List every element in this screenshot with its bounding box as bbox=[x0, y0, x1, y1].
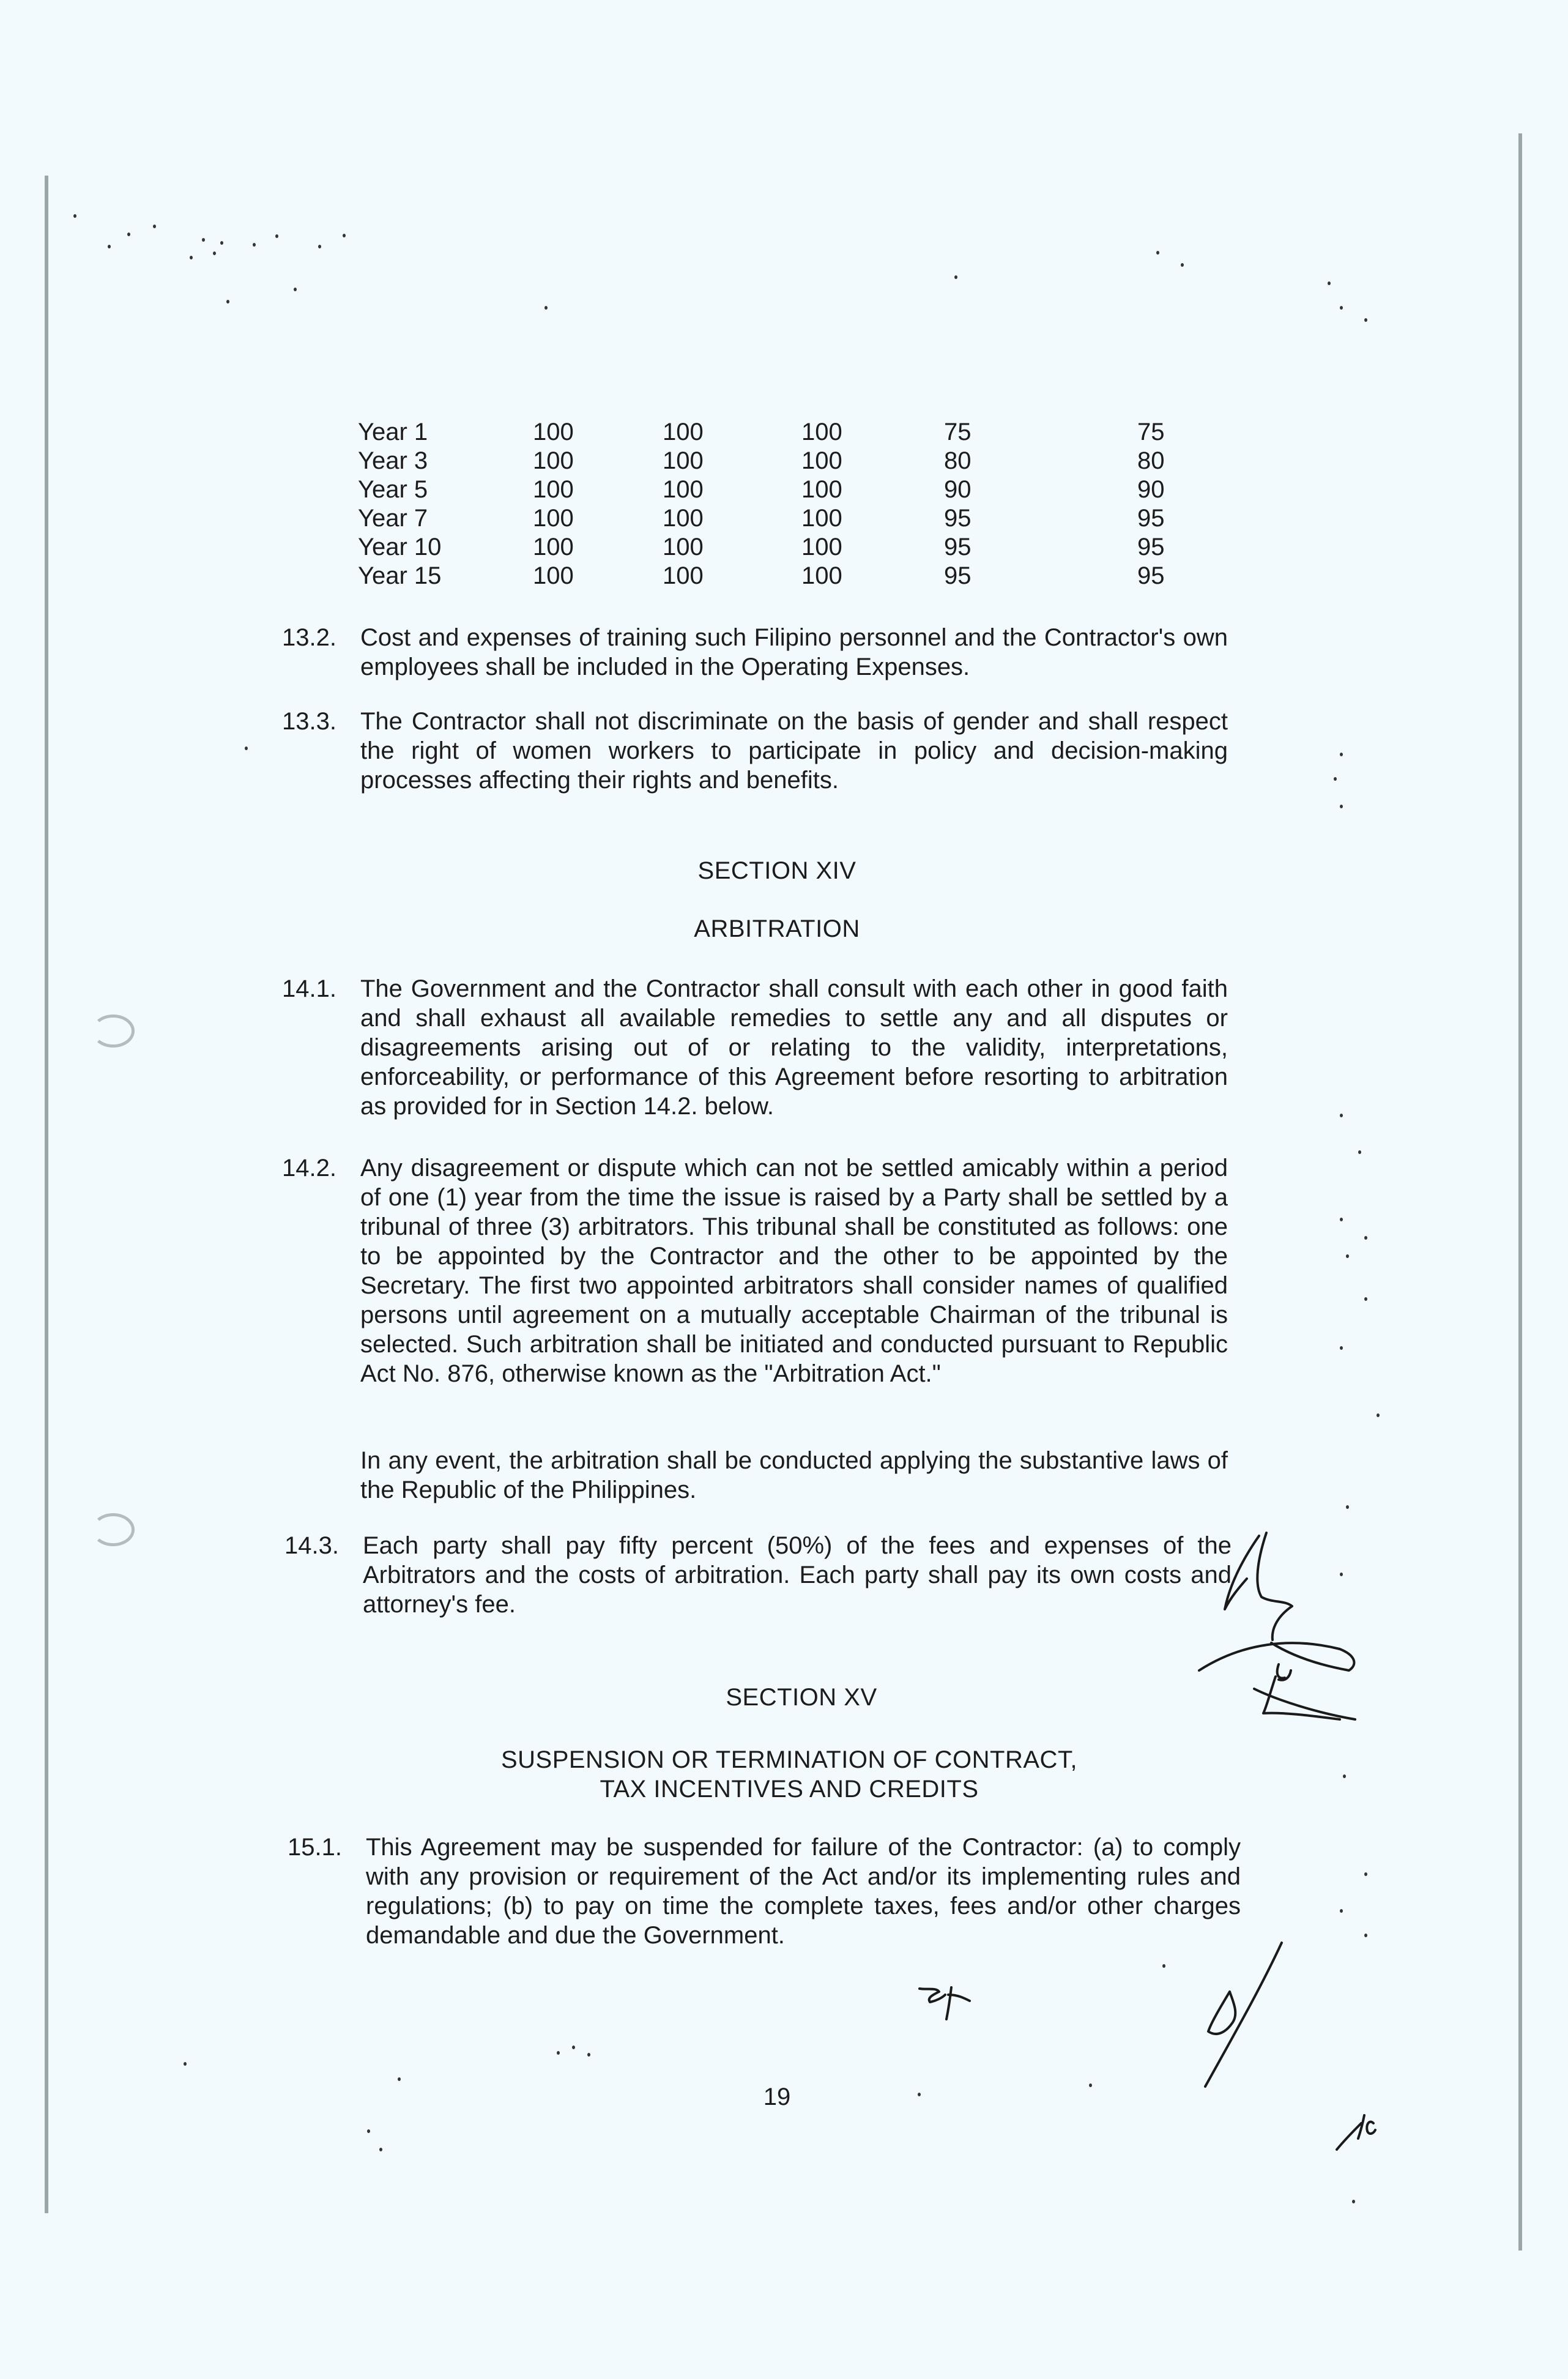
table-cell: 100 bbox=[663, 447, 704, 474]
table-cell: Year 5 bbox=[358, 476, 428, 503]
table-cell: 95 bbox=[944, 505, 972, 532]
clause-number: 13.3. bbox=[282, 708, 336, 735]
clause-13-2 bbox=[282, 623, 1228, 682]
table-cell: 100 bbox=[533, 562, 574, 589]
clause-text: Any disagreement or dispute which can not be settled amicably within a period of one (1) year from the time the issue is raised by a Party shall be settled by a tribunal of three (3) arbitrators. This tribunal shall be constituted as follows: one to be appointed by the Contractor and the other to be appointed by the Secretary. The first two appointed arbitrators shall consider names of qualified persons until agreement on a mutually acceptable Chairman of the tribunal is selected. Such arbitration shall be initiated and conducted pursuant to Republic Act No. 876, otherwise known as the "Arbitration Act." bbox=[360, 1155, 1228, 1387]
clause-number: 13.2. bbox=[282, 624, 336, 651]
table-cell: 95 bbox=[944, 534, 972, 560]
clause-14-3 bbox=[284, 1531, 1232, 1619]
table-row bbox=[358, 475, 1186, 504]
table-cell: 100 bbox=[801, 419, 842, 445]
clause-text: In any event, the arbitration shall be conducted applying the substantive laws of the Republic of the Philippines. bbox=[360, 1447, 1228, 1503]
table-cell: 100 bbox=[533, 419, 574, 445]
table-cell: 100 bbox=[663, 534, 704, 560]
year-ratio-table bbox=[358, 418, 1186, 590]
table-cell: 100 bbox=[663, 476, 704, 503]
table-cell: 100 bbox=[663, 562, 704, 589]
initials-icon bbox=[1328, 2108, 1389, 2163]
year-ratio-table-body bbox=[358, 418, 1186, 590]
table-cell: 100 bbox=[801, 447, 842, 474]
table-cell: 100 bbox=[801, 562, 842, 589]
table-cell: 100 bbox=[533, 505, 574, 532]
clause-14-2 bbox=[282, 1153, 1228, 1388]
table-cell: 95 bbox=[1137, 505, 1165, 532]
signature-icon bbox=[1175, 1940, 1285, 2093]
table-row bbox=[358, 447, 1186, 475]
clause-text: The Contractor shall not discriminate on the basis of gender and shall respect the right of women workers to participate in policy and decision-making processes affecting their rights and benefits. bbox=[360, 708, 1228, 794]
clause-13-3 bbox=[282, 707, 1228, 795]
table-cell: 100 bbox=[801, 476, 842, 503]
clause-15-1 bbox=[288, 1833, 1241, 1950]
clause-number: 14.1. bbox=[282, 975, 336, 1002]
section-title: ARBITRATION bbox=[694, 915, 860, 942]
clause-text: Cost and expenses of training such Filipino personnel and the Contractor's own employees shall be included in the Operating Expenses. bbox=[360, 624, 1228, 680]
clause-14-2-continuation bbox=[360, 1446, 1228, 1505]
clause-text: The Government and the Contractor shall consult with each other in good faith and shall exhaust all available remedies to settle any and all disputes or disagreements arising out of or relating to the validity, interpretations, enforceability, or performance of this Agreement before resorting to arbitration as provided for in Section 14.2. below. bbox=[360, 975, 1228, 1120]
clause-text: This Agreement may be suspended for failure of the Contractor: (a) to comply with any provision or requirement of the Act and/or its implementing rules and regulations; (b) to pay on time the complete taxes, fees and/or other charges demandable and due the Government. bbox=[366, 1834, 1241, 1949]
table-cell: 100 bbox=[801, 505, 842, 532]
section-title-line-1: SUSPENSION OR TERMINATION OF CONTRACT, bbox=[500, 1746, 1078, 1773]
table-cell: 100 bbox=[533, 447, 574, 474]
table-cell: 100 bbox=[663, 419, 704, 445]
table-cell: 95 bbox=[944, 562, 972, 589]
section-heading: SECTION XV bbox=[726, 1684, 877, 1711]
table-cell: Year 1 bbox=[358, 419, 428, 445]
table-cell: 90 bbox=[1137, 476, 1165, 503]
table-cell: 95 bbox=[1137, 562, 1165, 589]
table-cell: 100 bbox=[663, 505, 704, 532]
table-cell: Year 15 bbox=[358, 562, 442, 589]
table-row bbox=[358, 504, 1186, 533]
table-cell: 90 bbox=[944, 476, 972, 503]
table-row bbox=[358, 533, 1186, 562]
clause-14-1 bbox=[282, 974, 1228, 1121]
section-heading: SECTION XIV bbox=[697, 857, 856, 884]
page-number: 19 bbox=[763, 2083, 791, 2110]
clause-text: Each party shall pay fifty percent (50%) of the fees and expenses of the Arbitrators and the costs of arbitration. Each party shall pay its own costs and attorney's fee. bbox=[363, 1532, 1232, 1618]
table-cell: 100 bbox=[801, 534, 842, 560]
section-title-line-2: TAX INCENTIVES AND CREDITS bbox=[600, 1776, 979, 1803]
table-cell: 100 bbox=[533, 476, 574, 503]
clause-number: 14.3. bbox=[284, 1532, 339, 1559]
clause-number: 15.1. bbox=[288, 1834, 342, 1861]
signature-icon bbox=[1193, 1517, 1377, 1713]
table-cell: 75 bbox=[1137, 419, 1165, 445]
table-cell: Year 10 bbox=[358, 534, 442, 560]
table-cell: 80 bbox=[944, 447, 972, 474]
table-cell: 75 bbox=[944, 419, 972, 445]
table-cell: Year 7 bbox=[358, 505, 428, 532]
table-cell: 100 bbox=[533, 534, 574, 560]
table-cell: Year 3 bbox=[358, 447, 428, 474]
table-cell: 95 bbox=[1137, 534, 1165, 560]
table-row bbox=[358, 562, 1186, 590]
table-row bbox=[358, 418, 1186, 447]
table-cell: 80 bbox=[1137, 447, 1165, 474]
initials-icon bbox=[915, 1976, 1037, 2031]
clause-number: 14.2. bbox=[282, 1155, 336, 1182]
